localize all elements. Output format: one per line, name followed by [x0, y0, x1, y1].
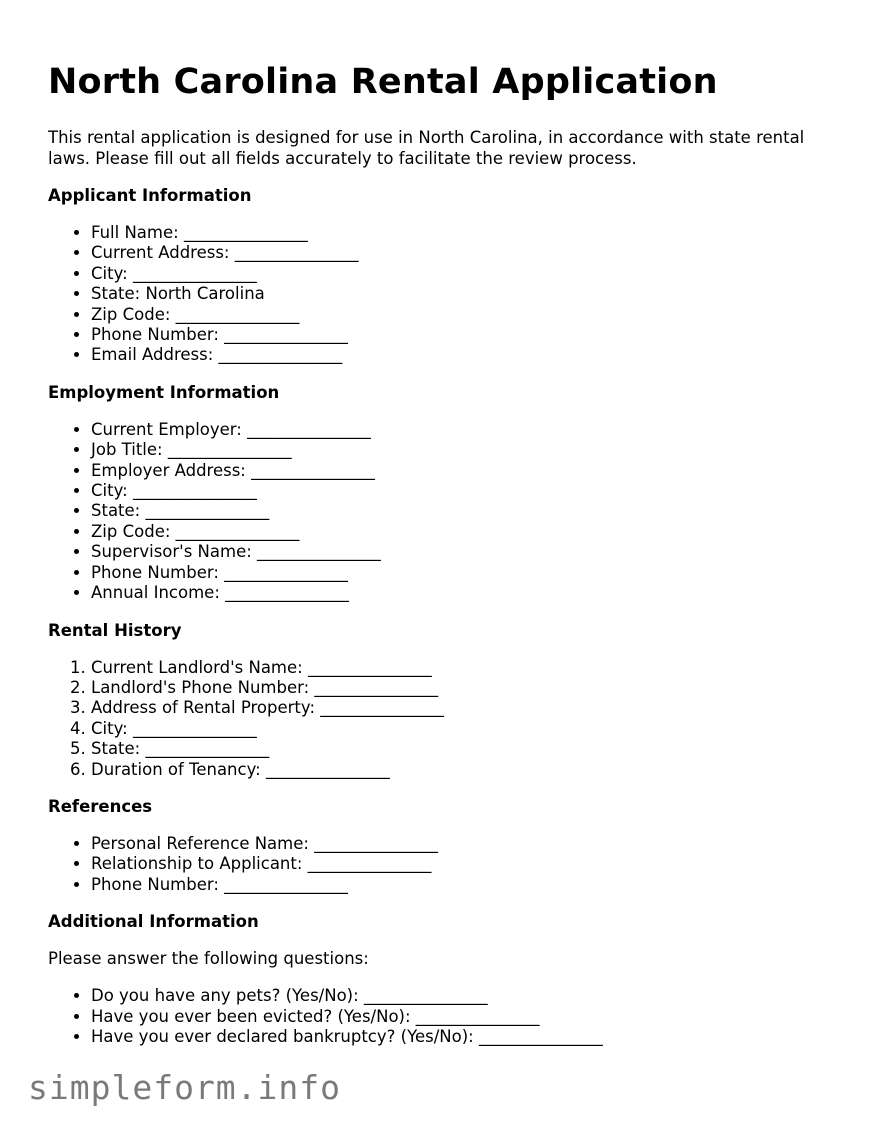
employment-job-title: • Job Title: _______________ [91, 440, 848, 460]
employment-zip-code: • Zip Code: _______________ [91, 522, 848, 542]
reference-phone: • Phone Number: _______________ [91, 875, 848, 895]
rental-duration: 6. Duration of Tenancy: _______________ [91, 760, 848, 780]
employment-current-employer: • Current Employer: _______________ [91, 420, 848, 440]
applicant-email-address: • Email Address: _______________ [91, 345, 848, 365]
additional-heading: Additional Information [48, 912, 259, 932]
additional-list [48, 986, 848, 1047]
rental-history-list [48, 658, 848, 780]
employment-heading: Employment Information [48, 382, 280, 402]
applicant-city: • City: _______________ [91, 264, 848, 284]
reference-name: • Personal Reference Name: _______________ [91, 834, 848, 854]
document-page [48, 58, 848, 1064]
applicant-heading: Applicant Information [48, 186, 252, 205]
applicant-state: • State: North Carolina [91, 284, 848, 304]
employment-annual-income: • Annual Income: _______________ [91, 583, 848, 603]
employment-employer-address: • Employer Address: _______________ [91, 461, 848, 481]
applicant-zip-code: • Zip Code: _______________ [91, 305, 848, 325]
watermark: simpleform.info [28, 1068, 342, 1107]
question-pets: • Do you have any pets? (Yes/No): _______________ [91, 986, 848, 1006]
question-evicted: • Have you ever been evicted? (Yes/No): _______________ [91, 1007, 848, 1027]
employment-city: • City: _______________ [91, 481, 848, 501]
employment-list [48, 420, 848, 604]
rental-landlord-name: 1. Current Landlord's Name: _______________ [91, 658, 848, 678]
additional-prompt: Please answer the following questions: [48, 949, 369, 969]
intro-paragraph: This rental application is designed for use in North Carolina, in accordance with state rental laws. Please fill out all fields accurately to facilitate the review process. [48, 128, 805, 168]
rental-history-heading: Rental History [48, 620, 182, 640]
applicant-list [48, 223, 848, 366]
applicant-full-name: • Full Name: _______________ [91, 223, 848, 243]
applicant-current-address: • Current Address: _______________ [91, 243, 848, 263]
rental-landlord-phone: 2. Landlord's Phone Number: _______________ [91, 678, 848, 698]
employment-supervisor-name: • Supervisor's Name: _______________ [91, 542, 848, 562]
rental-city: 4. City: _______________ [91, 719, 848, 739]
rental-state: 5. State: _______________ [91, 739, 848, 759]
employment-phone-number: • Phone Number: _______________ [91, 563, 848, 583]
applicant-phone-number: • Phone Number: _______________ [91, 325, 848, 345]
reference-relationship: • Relationship to Applicant: _______________ [91, 854, 848, 874]
employment-state: • State: _______________ [91, 501, 848, 521]
references-heading: References [48, 796, 153, 816]
question-bankruptcy: • Have you ever declared bankruptcy? (Yes/No): _______________ [91, 1027, 848, 1047]
rental-property-address: 3. Address of Rental Property: _______________ [91, 698, 848, 718]
references-list [48, 834, 848, 895]
page-title: North Carolina Rental Application [48, 62, 718, 102]
